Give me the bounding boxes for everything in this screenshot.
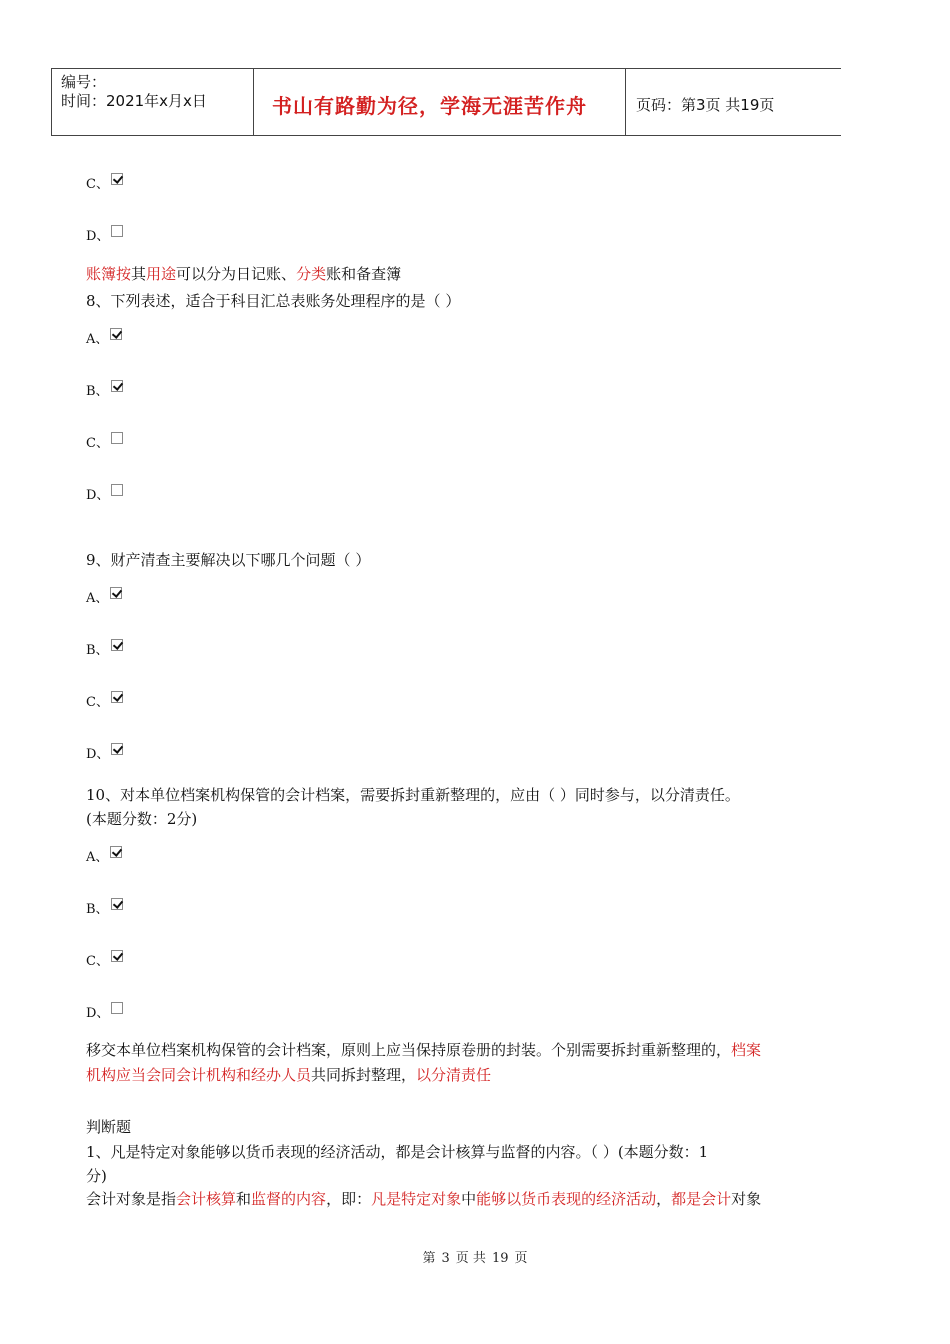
option-label: C、 — [86, 177, 109, 192]
note-highlight: 档案 — [731, 1041, 762, 1059]
footer-text: 页 共 — [455, 1251, 486, 1266]
note-text: 移交本单位档案机构保管的会计档案，原则上应当保持原卷册的封装。个别需要拆封重新整理的， — [86, 1041, 732, 1059]
q8-option-c — [86, 435, 123, 453]
note-text: 共同拆封整理， — [311, 1066, 417, 1084]
page-code-label: 页码：第3页 共19页 — [636, 96, 775, 114]
note-text: 和 — [236, 1190, 252, 1208]
option-label: C、 — [86, 436, 109, 451]
note-highlight: 凡是特定对象 — [371, 1190, 462, 1208]
header-divider-mid2 — [625, 69, 626, 136]
note-text: 对象 — [731, 1190, 762, 1208]
page-footer — [0, 1247, 950, 1266]
note-highlight: 会计核算 — [176, 1190, 237, 1208]
option-label: A、 — [86, 591, 109, 606]
header-bottom-rule — [51, 135, 841, 136]
checkbox-checked-icon[interactable] — [111, 898, 123, 910]
option-label: C、 — [86, 695, 109, 710]
q10-option-a — [86, 849, 122, 867]
option-label: D、 — [86, 229, 110, 244]
checkbox-checked-icon[interactable] — [111, 639, 123, 651]
checkbox-checked-icon[interactable] — [111, 380, 123, 392]
note-highlight: 用途 — [146, 265, 177, 283]
note-highlight: 账簿按 — [86, 265, 132, 283]
checkbox-checked-icon[interactable] — [110, 328, 122, 340]
checkbox-checked-icon[interactable] — [111, 743, 123, 755]
checkbox-checked-icon[interactable] — [110, 587, 122, 599]
option-label: D、 — [86, 1006, 110, 1021]
checkbox-empty-icon[interactable] — [111, 484, 123, 496]
note-text: ， — [656, 1190, 672, 1208]
header-divider-mid1 — [253, 69, 254, 136]
note-highlight: 都是会计 — [671, 1190, 732, 1208]
q7-option-c — [86, 176, 123, 194]
judge-q1-line1: 1、凡是特定对象能够以货币表现的经济活动，都是会计核算与监督的内容。（ ）(本题分数：1 — [86, 1143, 709, 1161]
option-label: A、 — [86, 332, 109, 347]
q10-text-line2: (本题分数：2分) — [86, 810, 198, 828]
judge-section-title: 判断题 — [86, 1118, 132, 1136]
judge-q1-explanation — [86, 1187, 761, 1212]
note-text: 其 — [131, 265, 147, 283]
q8-option-a — [86, 331, 122, 349]
footer-total-pages: 19 — [491, 1251, 509, 1266]
q10-option-b — [86, 901, 123, 919]
q8-option-d — [86, 487, 123, 505]
note-text: 可以分为日记账、 — [176, 265, 297, 283]
note-text: ，即： — [326, 1190, 372, 1208]
doc-time-label: 时间：2021年x月x日 — [61, 92, 207, 110]
checkbox-empty-icon[interactable] — [111, 432, 123, 444]
q9-option-d — [86, 746, 123, 764]
q9-option-a — [86, 590, 122, 608]
footer-text: 页 — [514, 1251, 528, 1266]
option-label: D、 — [86, 488, 110, 503]
note-highlight: 分类 — [296, 265, 327, 283]
q9-option-b — [86, 642, 123, 660]
note-highlight: 监督的内容 — [251, 1190, 327, 1208]
note-highlight: 能够以货币表现的经济活动 — [476, 1190, 657, 1208]
checkbox-checked-icon[interactable] — [111, 691, 123, 703]
q7-option-d — [86, 228, 123, 246]
q8-option-b — [86, 383, 123, 401]
option-label: B、 — [86, 902, 109, 917]
doc-number-label: 编号： — [61, 73, 107, 91]
q7-explanation — [86, 262, 401, 287]
header-motto: 书山有路勤为径，学海无涯苦作舟 — [272, 94, 587, 118]
option-label: B、 — [86, 643, 109, 658]
note-text: 中 — [461, 1190, 477, 1208]
note-highlight: 机构应当会同会计机构和经办人员 — [86, 1066, 312, 1084]
checkbox-checked-icon[interactable] — [111, 173, 123, 185]
option-label: B、 — [86, 384, 109, 399]
q9-text: 9、财产清查主要解决以下哪几个问题（ ） — [86, 551, 371, 569]
q9-option-c — [86, 694, 123, 712]
option-label: D、 — [86, 747, 110, 762]
q8-text: 8、下列表述，适合于科目汇总表账务处理程序的是（ ） — [86, 292, 461, 310]
q10-explanation — [86, 1038, 816, 1088]
footer-page-number: 3 — [441, 1251, 450, 1266]
checkbox-empty-icon[interactable] — [111, 1002, 123, 1014]
option-label: C、 — [86, 954, 109, 969]
checkbox-empty-icon[interactable] — [111, 225, 123, 237]
q10-option-d — [86, 1005, 123, 1023]
checkbox-checked-icon[interactable] — [110, 846, 122, 858]
checkbox-checked-icon[interactable] — [111, 950, 123, 962]
q10-text-line1: 10、对本单位档案机构保管的会计档案，需要拆封重新整理的，应由（ ）同时参与，以分清责任。 — [86, 786, 740, 804]
header-top-rule — [51, 68, 841, 69]
header-divider-left — [51, 69, 52, 136]
q10-option-c — [86, 953, 123, 971]
footer-text: 第 — [422, 1251, 436, 1266]
option-label: A、 — [86, 850, 109, 865]
judge-q1-line2: 分) — [86, 1167, 107, 1185]
note-text: 账和备查簿 — [326, 265, 402, 283]
note-highlight: 以分清责任 — [416, 1066, 492, 1084]
note-text: 会计对象是指 — [86, 1190, 177, 1208]
